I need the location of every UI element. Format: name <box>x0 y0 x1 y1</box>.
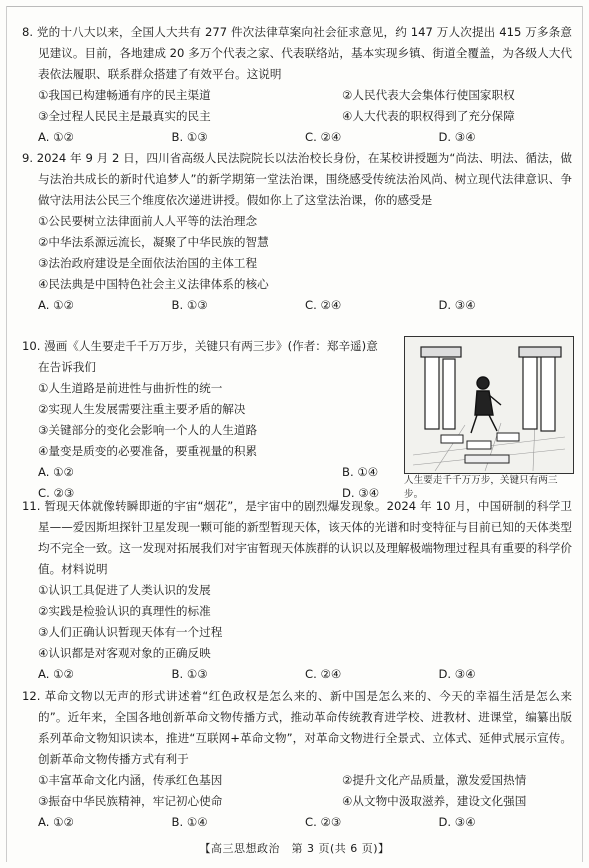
question-11-choice-d[interactable]: D. ③④ <box>438 667 476 681</box>
cartoon-drawing <box>405 337 573 473</box>
question-12-choices <box>22 812 572 833</box>
question-9-item-4: ④民法典是中国特色社会主义法律体系的核心 <box>38 277 269 291</box>
question-12-item-1: ①丰富革命文化内涵，传承红色基因 <box>38 773 223 787</box>
page-footer: 【高三思想政治 第 3 页(共 6 页)】 <box>199 842 390 855</box>
question-10-choice-a[interactable]: A. ①② <box>38 465 74 479</box>
question-8-item-1: ①我国已构建畅通有序的民主渠道 <box>38 88 211 102</box>
question-9-choices <box>22 295 572 316</box>
question-10-item-4: ④量变是质变的必要准备，要重视量的积累 <box>38 444 258 458</box>
question-12-items-row-2 <box>22 791 572 812</box>
question-11-item-1: ①认识工具促进了人类认识的发展 <box>38 583 211 597</box>
question-10-choice-c[interactable]: C. ②③ <box>38 486 75 500</box>
question-11-choices <box>22 664 572 685</box>
question-12-choice-b[interactable]: B. ①④ <box>171 815 208 829</box>
question-11-item-2: ②实践是检验认识的真理性的标准 <box>38 604 211 618</box>
page-border-right <box>582 6 583 862</box>
question-12-choice-d[interactable]: D. ③④ <box>438 815 476 829</box>
question-8-item-2: ②人民代表大会集体行使国家职权 <box>342 88 515 102</box>
question-10-item-1: ①人生道路是前进性与曲折性的统一 <box>38 381 223 395</box>
cartoon-caption: 人生要走千千万万步，关键只有两三步。 <box>404 475 558 500</box>
question-12-items-row-1 <box>22 770 572 791</box>
question-9 <box>22 148 572 316</box>
question-9-item-1: ①公民要树立法律面前人人平等的法治理念 <box>38 214 258 228</box>
question-8 <box>22 22 572 148</box>
question-8-choice-c[interactable]: C. ②④ <box>305 130 342 144</box>
question-11 <box>22 496 572 685</box>
question-10-stem-line-2: 在告诉我们 <box>38 360 96 374</box>
question-8-item-4: ④人大代表的职权得到了充分保障 <box>342 109 515 123</box>
page-border-top <box>6 6 583 7</box>
question-10-item-2: ②实现人生发展需要注重主要矛盾的解决 <box>38 402 246 416</box>
question-9-choice-b[interactable]: B. ①③ <box>171 298 208 312</box>
question-8-choice-d[interactable]: D. ③④ <box>438 130 476 144</box>
question-11-item-3: ③人们正确认识暂现天体有一个过程 <box>38 625 223 639</box>
question-12-item-4: ④从文物中汲取滋养，建设文化强国 <box>342 794 527 808</box>
question-10-item-3: ③关键部分的变化会影响一个人的人生道路 <box>38 423 258 437</box>
question-9-item-2: ②中华法系源远流长，凝聚了中华民族的智慧 <box>38 235 269 249</box>
question-8-choices <box>22 127 572 148</box>
question-10-stem-line-1: 10. 漫画《人生要走千千万万步，关键只有两三步》(作者：郑辛遥)意 <box>22 339 378 353</box>
cartoon-image <box>404 336 574 474</box>
question-8-items-row-1 <box>22 85 572 106</box>
question-8-choice-b[interactable]: B. ①③ <box>171 130 208 144</box>
question-11-choice-c[interactable]: C. ②④ <box>305 667 342 681</box>
question-9-choice-d[interactable]: D. ③④ <box>438 298 476 312</box>
question-9-choice-c[interactable]: C. ②④ <box>305 298 342 312</box>
question-12-item-2: ②提升文化产品质量，激发爱国热情 <box>342 773 527 787</box>
page-border-left <box>6 6 7 862</box>
question-9-item-3: ③法治政府建设是全面依法治国的主体工程 <box>38 256 258 270</box>
question-9-stem: 9. 2024 年 9 月 2 日，四川省高级人民法院院长以法治校长身份，在某校讲授题为“尚法、明法、循法，做与法治共成长的新时代追梦人”的新学期第一堂法治课，围绕感受传统法治风尚、树立现代法律意识、争做守法用法公民三个维度依次递进讲授。假如你上了这堂法治课，你的感受是 <box>22 151 572 207</box>
question-12 <box>22 686 572 833</box>
question-8-stem: 8. 党的十八大以来，全国人大共有 277 件次法律草案向社会征求意见，约 147 万人次提出 415 万多条意见建议。目前，各地建成 20 多万个代表之家、代表联络站，基本实现乡镇、街道全覆盖，为各级人大代表依法履职、联系群众搭建了有效平台。这说明 <box>22 25 572 81</box>
question-12-item-3: ③振奋中华民族精神，牢记初心使命 <box>38 794 223 808</box>
question-12-choice-a[interactable]: A. ①② <box>38 815 74 829</box>
question-8-items-row-2 <box>22 106 572 127</box>
question-11-item-4: ④认识都是对客观对象的正确反映 <box>38 646 211 660</box>
question-9-choice-a[interactable]: A. ①② <box>38 298 74 312</box>
question-11-choice-a[interactable]: A. ①② <box>38 667 74 681</box>
question-10-choice-d[interactable]: D. ③④ <box>342 486 380 500</box>
question-12-choice-c[interactable]: C. ②③ <box>305 815 342 829</box>
question-8-choice-a[interactable]: A. ①② <box>38 130 74 144</box>
question-10-choice-b[interactable]: B. ①④ <box>342 465 379 479</box>
question-11-choice-b[interactable]: B. ①③ <box>171 667 208 681</box>
question-11-stem: 11. 暂现天体就像转瞬即逝的宇宙“烟花”，是宇宙中的剧烈爆发现象。2024 年 10 月，中国研制的科学卫星——爱因斯坦探针卫星发现一颗可能的新型暂现天体，该天体的光谱和时变特征与目前已知的天体类型均不完全一致。这一发现对拓展我们对宇宙暂现天体族群的认识以及理解极端物理过程具有重要的科学价值。材料说明 <box>22 499 572 576</box>
question-12-stem: 12. 革命文物以无声的形式讲述着“红色政权是怎么来的、新中国是怎么来的、今天的幸福生活是怎么来的”。近年来，全国各地创新革命文物传播方式，推动革命传统教育进学校、进教材、进课堂，编纂出版系列革命文物知识读本，推进“互联网+革命文物”，对革命文物进行全景式、立体式、延伸式展示宣传。创新革命文物传播方式有利于 <box>22 689 572 766</box>
question-8-item-3: ③全过程人民民主是最真实的民主 <box>38 109 211 123</box>
